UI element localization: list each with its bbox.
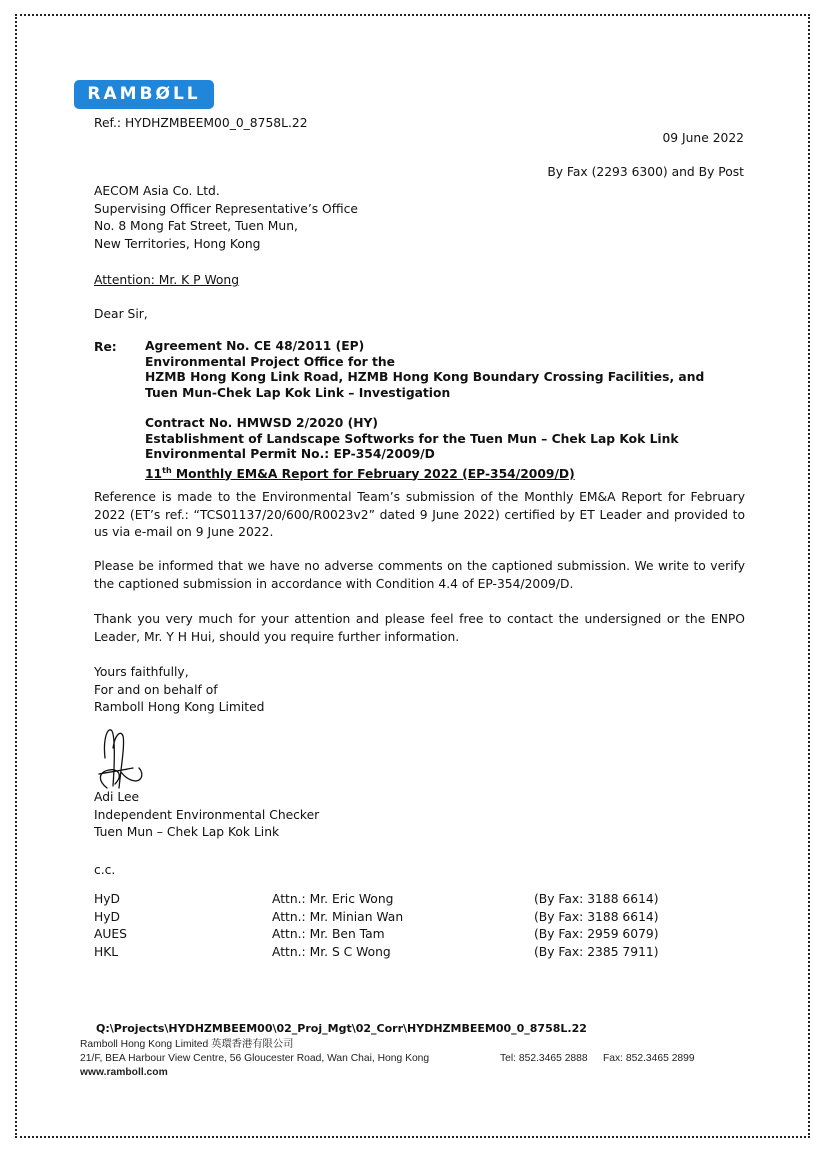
handwritten-signature: [93, 728, 163, 794]
body-paragraph: Reference is made to the Environmental Team’s submission of the Monthly EM&A Report for February 2022 (ET’s ref.: “TCS01137/20/600/R0023v2” dated 9 June 2022) certified by ET Leader and provided to us via e-mail on 9 June 2022.: [94, 490, 745, 539]
subject-line: Environmental Permit No.: EP-354/2009/D: [145, 447, 435, 461]
cc-row: [94, 926, 734, 944]
signer-title: Independent Environmental Checker: [94, 807, 320, 822]
delivery-method: By Fax (2293 6300) and By Post: [547, 165, 744, 179]
address-line: New Territories, Hong Kong: [94, 236, 261, 251]
cc-row: [94, 909, 734, 927]
cc-row: [94, 891, 734, 909]
subject-line: Agreement No. CE 48/2011 (EP): [145, 339, 365, 353]
cc-attention: Attn.: Mr. S C Wong: [272, 944, 391, 959]
cc-org: AUES: [94, 927, 127, 941]
footer-address: 21/F, BEA Harbour View Centre, 56 Gloucester Road, Wan Chai, Hong Kong: [80, 1053, 430, 1064]
cc-list: [94, 891, 734, 961]
recipient-address: [94, 183, 358, 253]
attention-line: Attention: Mr. K P Wong: [94, 273, 240, 287]
subject-line: Environmental Project Office for the: [145, 354, 395, 369]
closing-line: For and on behalf of: [94, 682, 218, 697]
signer-block: [94, 789, 319, 842]
signer-project: Tuen Mun – Chek Lap Kok Link: [94, 825, 280, 839]
body-paragraph: Thank you very much for your attention and please feel free to contact the undersigned or the ENPO Leader, Mr. Y H Hui, should you require further information.: [94, 612, 745, 644]
file-path: Q:\Projects\HYDHZMBEEM00\02_Proj_Mgt\02_Corr\HYDHZMBEEM00_0_8758L.22: [96, 1022, 587, 1035]
footer-fax: Fax: 852.3465 2899: [603, 1053, 695, 1064]
subject-line: Tuen Mun-Chek Lap Kok Link – Investigation: [145, 385, 451, 400]
cc-attention: Attn.: Mr. Minian Wan: [272, 909, 404, 924]
footer-company: Ramboll Hong Kong Limited 英環香港有限公司: [80, 1039, 294, 1050]
subject-line: HZMB Hong Kong Link Road, HZMB Hong Kong Boundary Crossing Facilities, and: [145, 370, 705, 384]
cc-fax: (By Fax: 2959 6079): [534, 927, 659, 941]
report-number-suffix: th: [162, 465, 172, 475]
letter-date: 09 June 2022: [662, 131, 744, 145]
cc-attention: Attn.: Mr. Eric Wong: [272, 892, 394, 906]
reference-number: Ref.: HYDHZMBEEM00_0_8758L.22: [94, 116, 308, 130]
report-title: [145, 463, 704, 483]
cc-label: c.c.: [94, 863, 116, 877]
cc-attention: Attn.: Mr. Ben Tam: [272, 927, 385, 941]
footer-tel: Tel: 852.3465 2888: [500, 1053, 588, 1064]
subject-label: Re:: [94, 340, 117, 354]
cc-fax: (By Fax: 2385 7911): [534, 944, 659, 959]
signer-name: Adi Lee: [94, 790, 140, 804]
closing-line: Ramboll Hong Kong Limited: [94, 700, 265, 714]
closing-block: [94, 664, 264, 717]
footer-website[interactable]: www.ramboll.com: [80, 1067, 168, 1078]
address-line: No. 8 Mong Fat Street, Tuen Mun,: [94, 219, 298, 233]
body-paragraph: Please be informed that we have no adverse comments on the captioned submission. We write to verify the captioned submission in accordance with Condition 4.4 of EP-354/2009/D.: [94, 559, 745, 591]
salutation: Dear Sir,: [94, 307, 148, 321]
cc-org: HyD: [94, 909, 120, 924]
subject-line: Establishment of Landscape Softworks for the Tuen Mun – Chek Lap Kok Link: [145, 431, 679, 446]
report-number: 11: [145, 466, 163, 481]
subject-block: [145, 339, 704, 482]
cc-org: HKL: [94, 944, 119, 959]
report-title-text: Monthly EM&A Report for February 2022 (EP-354/2009/D): [171, 466, 575, 481]
ramboll-logo: RAMBØLL: [74, 80, 214, 109]
subject-line: Contract No. HMWSD 2/2020 (HY): [145, 416, 379, 430]
cc-fax: (By Fax: 3188 6614): [534, 909, 659, 924]
cc-fax: (By Fax: 3188 6614): [534, 892, 659, 906]
cc-org: HyD: [94, 892, 120, 906]
address-line: Supervising Officer Representative’s Office: [94, 201, 358, 216]
closing-line: Yours faithfully,: [94, 665, 189, 679]
cc-row: [94, 944, 734, 962]
address-line: AECOM Asia Co. Ltd.: [94, 184, 220, 198]
